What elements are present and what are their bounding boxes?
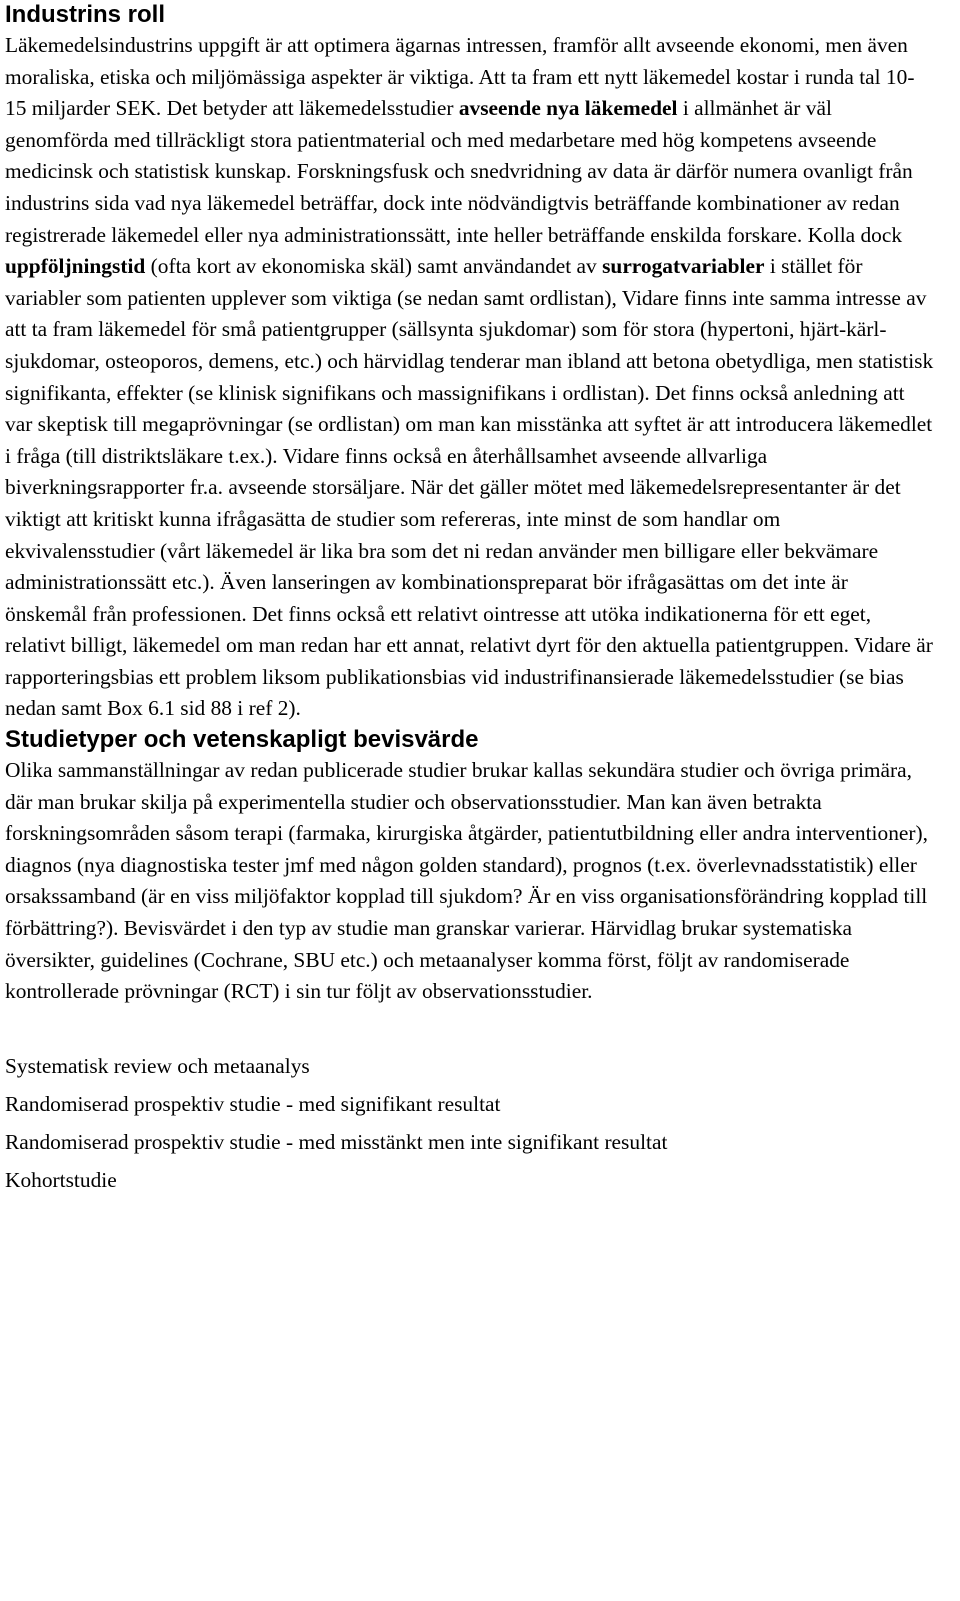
paragraph-text: i allmänhet är väl genomförda med tillräckligt stora patientmaterial och med medarbetare med hög kompetens avseende medicinsk och statistisk kunskap. Forskningsfusk och snedvridning av data är därför numera ovanligt från industrins sida vad nya läkemedel beträffar, dock inte nödvändigtvis beträffande kombinationer av redan registrerade läkemedel eller nya administrationssätt, inte heller beträffande enskilda forskare. Kolla dock xyxy=(5,96,913,247)
bold-phrase: avseende nya läkemedel xyxy=(458,96,678,121)
section-heading-studietyper: Studietyper och vetenskapligt bevisvärde xyxy=(5,726,479,754)
paragraph-industrins-roll xyxy=(5,30,935,725)
section-heading-industrins-roll: Industrins roll xyxy=(5,1,166,28)
paragraph-text: (ofta kort av ekonomiska skäl) samt användandet av xyxy=(145,254,603,279)
paragraph-studietyper: Olika sammanställningar av redan publicerade studier brukar kallas sekundära studier och övriga primära, där man brukar skilja på experimentella studier och observationsstudier. Man kan även betrakta forskningsområden såsom terapi (farmaka, kirurgiska åtgärder, patientutbildning eller andra interventioner), diagnos (nya diagnostiska tester jmf med någon golden standard), prognos (t.ex. överlevnadsstatistik) eller orsakssamband (är en viss miljöfaktor kopplad till sjukdom? Är en viss organisationsförändring kopplad till förbättring?). Bevisvärdet i den typ av studie man granskar varierar. Härvidlag brukar systematiska översikter, guidelines (Cochrane, SBU etc.) och metaanalyser komma först, följt av randomiserade kontrollerade prövningar (RCT) i sin tur följt av observationsstudier. xyxy=(5,758,928,1004)
list-item: Randomiserad prospektiv studie - med signifikant resultat xyxy=(5,1091,501,1116)
document-page xyxy=(5,0,935,1204)
bold-phrase: uppföljningstid xyxy=(5,254,146,279)
list-item: Systematisk review och metaanalys xyxy=(5,1053,310,1078)
paragraph-text: i stället för variabler som patienten upplever som viktiga (se nedan samt ordlistan), Vidare finns inte samma intresse av att ta fram läkemedel för små patientgrupper (sällsynta sjukdomar) som för stora (hypertoni, hjärt-kärl-sjukdomar, osteoporos, demens, etc.) och härvidlag tenderar man ibland att betona obetydliga, men statistisk signifikanta, effekter (se klinisk signifikans och massignifikans i ordlistan). Det finns också anledning att var skeptisk till megaprövningar (se ordlistan) om man kan misstänka att syftet är att introducera läkemedlet i fråga (till distriktsläkare t.ex.). Vidare finns också en återhållsamhet avseende allvarliga biverkningsrapporter fr.a. avseende storsäljare. När det gäller mötet med läkemedelsrepresentanter är det viktigt att kritiskt kunna ifrågasätta de studier som refereras, inte minst de som handlar om ekvivalensstudier (vårt läkemedel är lika bra som det ni redan använder men billigare eller bekvämare administrationssätt etc.). Även lanseringen av kombinationspreparat bör ifrågasättas om det inte är önskemål från professionen. Det finns också ett relativt ointresse att utöka indikationerna för ett eget, relativt billigt, läkemedel om man redan har ett annat, relativt dyrt för den aktuella patientgruppen. Vidare är rapporteringsbias ett problem liksom publikationsbias vid industrifinansierade läkemedelsstudier (se bias nedan samt Box 6.1 sid 88 i ref 2). xyxy=(5,254,934,721)
paragraph-text: Läkemedelsindustrins uppgift är att optimera ägarnas intressen, framför allt avseende ekonomi, men även moraliska, etiska och miljömässiga aspekter är viktiga. Att ta fram ett nytt läkemedel kostar i runda tal 10-15 miljarder SEK. Det betyder att läkemedelsstudier xyxy=(5,33,915,121)
bold-phrase: surrogatvariabler xyxy=(602,254,765,279)
list-item: Randomiserad prospektiv studie - med misstänkt men inte signifikant resultat xyxy=(5,1129,668,1154)
list-item: Kohortstudie xyxy=(5,1167,117,1192)
evidence-hierarchy-list xyxy=(5,1052,935,1194)
